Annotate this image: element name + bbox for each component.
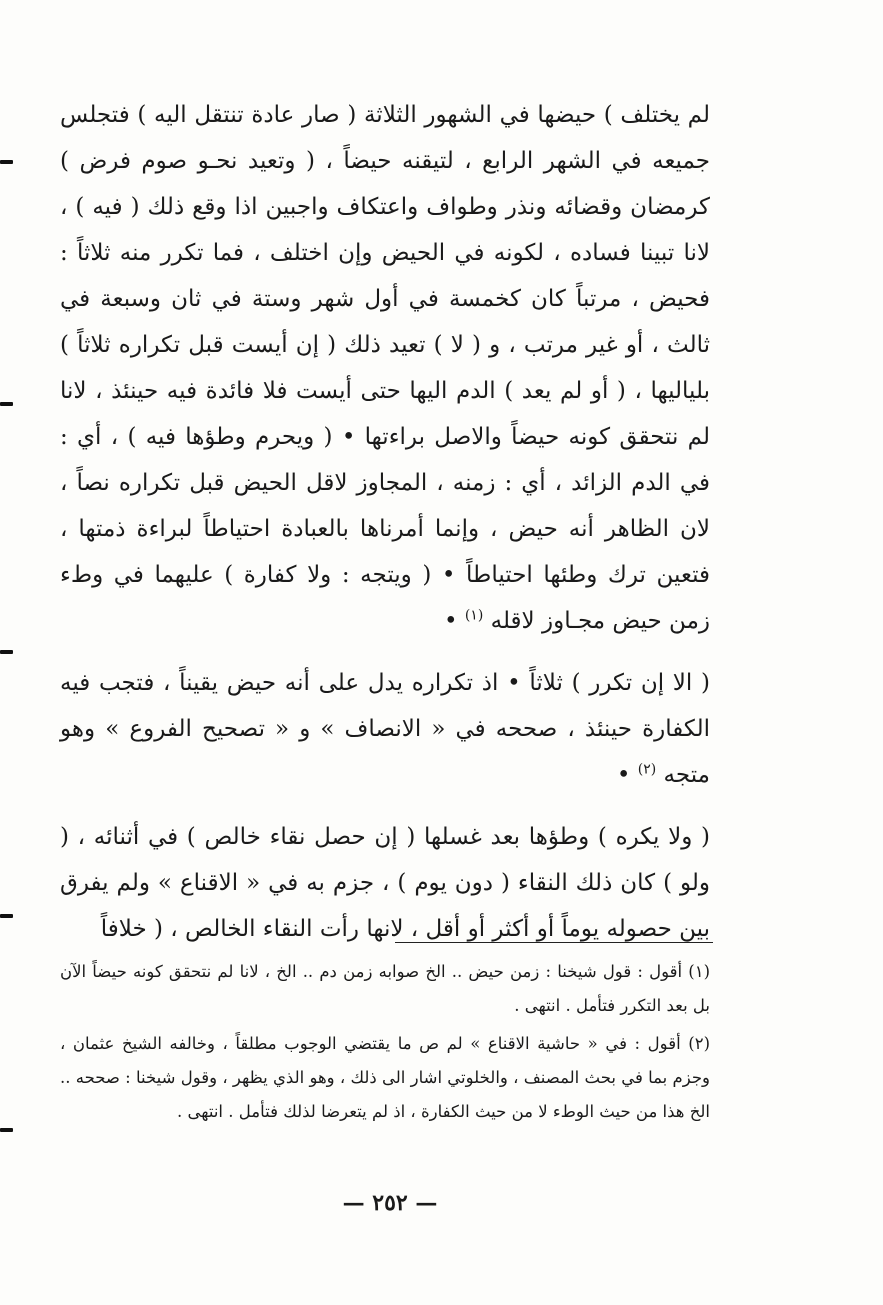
margin-mark [0, 160, 13, 164]
footnote-ref: (١) [464, 607, 484, 624]
paragraph: ( الا إن تكرر ) ثلاثاً • اذ تكراره يدل على أنه حيض يقيناً ، فتجب فيه الكفارة حينئذ ، صححه في « الانصاف » و « تصحيح الفروع » وهو متجه $^{(٢)}$ • [60, 670, 710, 788]
margin-mark [0, 1128, 13, 1132]
main-text [60, 92, 710, 952]
page-number: — ٢٥٢ — [342, 1190, 438, 1216]
footnote-ref: (٢) [637, 761, 657, 778]
margin-mark [0, 914, 13, 918]
footnotes [60, 955, 710, 1129]
margin-mark [0, 402, 13, 406]
footnote: (٢) أقول : في « حاشية الاقناع » لم ص ما يقتضي الوجوب مطلقاً ، وخالفه الشيخ عثمان ، وجزم بما في بحث المصنف ، والخلوتي اشار الى ذلك ، وهو الذي يظهر ، وقول شيخنا : صححه .. الخ هذا من حيث الوطء لا من حيث الكفارة ، اذ لم يتعرضا لذلك فتأمل . انتهى . [60, 1034, 710, 1121]
margin-mark [0, 650, 13, 654]
footnote: (١) أقول : قول شيخنا : زمن حيض .. الخ صوابه زمن دم .. الخ ، لانا لم نتحقق كونه حيضاً الآن بل بعد التكرر فتأمل . انتهى . [60, 962, 710, 1015]
paragraph: لم يختلف ) حيضها في الشهور الثلاثة ( صار عادة تنتقل اليه ) فتجلس جميعه في الشهر الرابع ، لتيقنه حيضاً ، ( وتعيد نحـو صوم فرض ) كرمضان وقضائه ونذر وطواف واعتكاف واجبين اذا وقع ذلك ( فيه ) ، لانا تبينا فساده ، لكونه في الحيض وإن اختلف ، فما تكرر منه ثلاثاً : فحيض ، مرتباً كان كخمسة في أول شهر وستة في ثان وسبعة في ثالث ، أو غير مرتب ، و ( لا ) تعيد ذلك ( إن أيست قبل تكراره ثلاثاً ) بلياليها ، ( أو لم يعد ) الدم اليها حتى أيست فلا فائدة فيه حينئذ ، لانا لم نتحقق كونه حيضاً والاصل براءتها • ( ويحرم وطؤها فيه ) ، أي : في الدم الزائد ، أي : زمنه ، المجاوز لاقل الحيض قبل تكراره نصاً ، لان الظاهر أنه حيض ، وإنما أمرناها بالعبادة احتياطاً لبراءة ذمتها ، فتعين ترك وطئها احتياطاً • ( ويتجه : ولا كفارة ) عليهما في وطء زمن حيض مجـاوز لاقله $^{(١)}$ • [60, 102, 710, 634]
footnote-separator [395, 942, 713, 943]
paragraph: ( ولا يكره ) وطؤها بعد غسلها ( إن حصل نقاء خالص ) في أثنائه ، ( ولو ) كان ذلك النقاء ( دون يوم ) ، جزم به في « الاقناع » ولم يفرق بين حصوله يوماً أو أكثر أو أقل ، لانها رأت النقاء الخالص ، ( خلافاً [60, 824, 710, 942]
